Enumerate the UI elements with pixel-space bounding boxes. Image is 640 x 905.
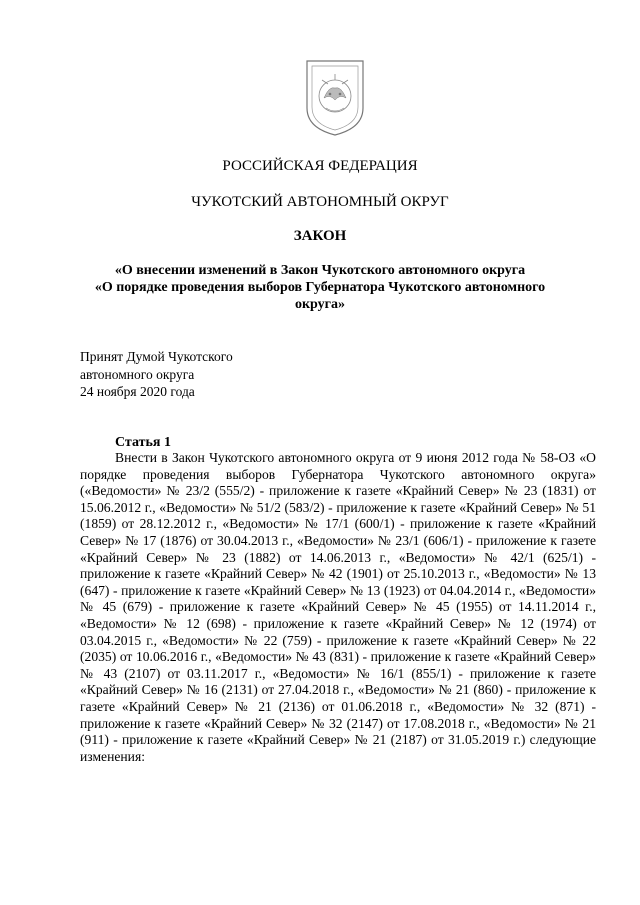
region-heading: ЧУКОТСКИЙ АВТОНОМНЫЙ ОКРУГ [191,194,449,210]
document-type: ЗАКОН [293,228,347,244]
coat-of-arms-icon [302,58,368,138]
law-title-line: округа» [294,297,346,312]
adoption-info [80,348,233,401]
adoption-date: 24 ноября 2020 года [80,384,195,399]
country-heading: РОССИЙСКАЯ ФЕДЕРАЦИЯ [222,158,418,174]
article-heading: Статья 1 [115,435,171,450]
law-title [0,262,640,313]
adoption-line: Принят Думой Чукотского [80,349,233,364]
law-title-line: «О порядке проведения выборов Губернатора Чукотского автономного [94,280,546,295]
article-body: Внести в Закон Чукотского автономного округа от 9 июня 2012 года № 58-ОЗ «О порядке проведения выборов Губернатора Чукотского автономного округа» («Ведомости» № 23/2 (555/2) - приложение к газете «Крайний Север» № 23 (1831) от 15.06.2012 г., «Ведомости» № 51/2 (583/2) - приложение к газете «Крайний Север» № 51 (1859) от 28.12.2012 г., «Ведомости» № 17/1 (600/1) - приложение к газете «Крайний Север» № 17 (1876) от 30.04.2013 г., «Ведомости» № 23/1 (606/1) - приложение к газете «Крайний Север» № 23 (1882) от 14.06.2013 г., «Ведомости» № 42/1 (625/1) - приложение к газете «Крайний Север» № 42 (1901) от 25.10.2013 г., «Ведомости» № 13 (647) - приложение к газете «Крайний Север» № 13 (1923) от 04.04.2014 г., «Ведомости» № 45 (679) - приложение к газете «Крайний Север» № 45 (1955) от 14.11.2014 г., «Ведомости» № 12 (698) - приложение к газете «Крайний Север» № 12 (1974) от 03.04.2015 г., «Ведомости» № 22 (759) - приложение к газете «Крайний Север» № 22 (2035) от 10.06.2016 г., «Ведомости» № 43 (831) - приложение к газете «Крайний Север» № 43 (2107) от 03.11.2017 г., «Ведомости» № 16/1 (855/1) - приложение к газете «Крайний Север» № 16 (2131) от 27.04.2018 г., «Ведомости» № 21 (860) - приложение к газете «Крайний Север» № 21 (2136) от 01.06.2018 г., «Ведомости» № 32 (871) - приложение к газете «Крайний Север» № 32 (2147) от 17.08.2018 г., «Ведомости» № 21 (911) - приложение к газете «Крайний Север» № 21 (2187) от 31.05.2019 г.) следующие изменения: [80,450,596,764]
adoption-line: автономного округа [80,366,195,382]
law-title-line: «О внесении изменений в Закон Чукотского автономного округа [114,263,526,278]
